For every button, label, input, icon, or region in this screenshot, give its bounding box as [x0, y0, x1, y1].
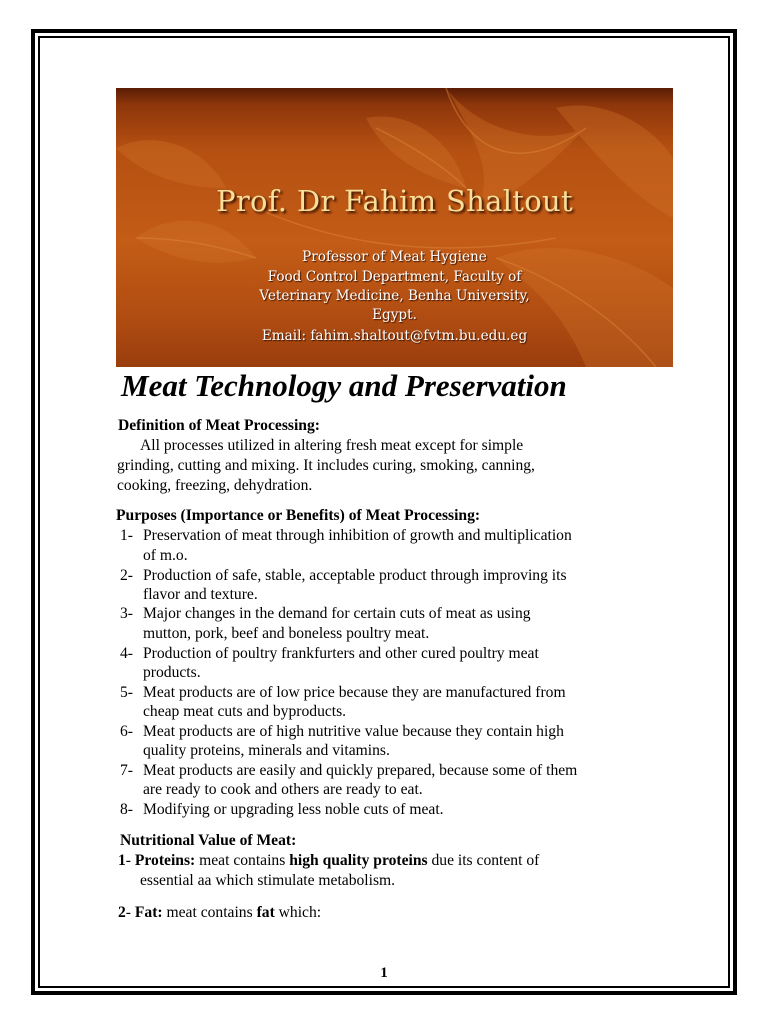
author-faculty: Veterinary Medicine, Benha University,	[259, 288, 530, 304]
list-item-text: Meat products are of high nutritive value because they contain high	[143, 723, 564, 740]
page-number: 1	[380, 965, 388, 981]
list-item-number: 6-	[120, 723, 133, 740]
nutrition-item-label: Proteins:	[134, 852, 196, 869]
author-email: Email: fahim.shaltout@fvtm.bu.edu.eg	[261, 328, 528, 344]
nutrition-item-number: 1	[118, 852, 126, 869]
nutrition-item-dash: -	[125, 852, 135, 869]
list-item-text-cont: products.	[143, 664, 201, 681]
list-item-text-cont: flavor and texture.	[143, 586, 258, 603]
nutrition-item-text-cont: essential aa which stimulate metabolism.	[140, 872, 396, 889]
list-item-text: Meat products are easily and quickly prepared, because some of them	[143, 762, 578, 779]
nutrition-item-fat	[118, 903, 321, 923]
list-item-number: 5-	[120, 684, 133, 701]
document-title: Meat Technology and Preservation	[121, 368, 567, 403]
nutrition-item-label: Fat:	[134, 904, 163, 921]
nutrition-item-text: which:	[274, 904, 322, 921]
nutrition-item-emphasis: fat	[256, 904, 275, 921]
list-item-text-cont: of m.o.	[143, 547, 188, 564]
list-item-text-cont: quality proteins, minerals and vitamins.	[143, 742, 390, 759]
definition-line: All processes utilized in altering fresh meat except for simple	[140, 437, 524, 454]
list-item-text: Production of safe, stable, acceptable product through improving its	[143, 567, 567, 584]
author-name: Prof. Dr Fahim Shaltout	[216, 184, 573, 218]
nutrition-item-text: meat contains	[162, 904, 257, 921]
list-item-text-cont: cheap meat cuts and byproducts.	[143, 703, 347, 720]
nutrition-item-emphasis: high quality proteins	[289, 852, 428, 869]
definition-line: cooking, freezing, dehydration.	[117, 477, 313, 494]
list-item-text: Production of poultry frankfurters and other cured poultry meat	[143, 645, 539, 662]
list-item-number: 1-	[120, 527, 133, 544]
author-position: Professor of Meat Hygiene	[302, 249, 487, 265]
author-banner	[116, 88, 673, 367]
list-item-text: Major changes in the demand for certain cuts of meat as using	[143, 605, 531, 622]
nutrition-item-proteins	[118, 851, 539, 871]
nutrition-item-text: due its content of	[427, 852, 540, 869]
definition-line: grinding, cutting and mixing. It includes curing, smoking, canning,	[117, 457, 535, 474]
leaf-background-graphic	[116, 88, 673, 367]
nutrition-item-dash: -	[125, 904, 135, 921]
nutrition-item-number: 2	[118, 904, 126, 921]
list-item-number: 7-	[120, 762, 133, 779]
list-item-number: 8-	[120, 801, 133, 818]
list-item-text: Meat products are of low price because they are manufactured from	[143, 684, 566, 701]
list-item-text-cont: mutton, pork, beef and boneless poultry meat.	[143, 625, 430, 642]
list-item-number: 3-	[120, 605, 133, 622]
list-item-number: 2-	[120, 567, 133, 584]
list-item-text: Preservation of meat through inhibition of growth and multiplication	[143, 527, 572, 544]
definition-heading: Definition of Meat Processing:	[118, 417, 320, 434]
author-country: Egypt.	[372, 307, 417, 323]
nutrition-heading: Nutritional Value of Meat:	[120, 832, 297, 849]
list-item-number: 4-	[120, 645, 133, 662]
author-department: Food Control Department, Faculty of	[267, 269, 522, 285]
nutrition-item-text: meat contains	[195, 852, 290, 869]
purposes-heading: Purposes (Importance or Benefits) of Meat Processing:	[116, 507, 481, 524]
list-item-text: Modifying or upgrading less noble cuts of meat.	[143, 801, 444, 818]
list-item-text-cont: are ready to cook and others are ready to eat.	[143, 781, 423, 798]
